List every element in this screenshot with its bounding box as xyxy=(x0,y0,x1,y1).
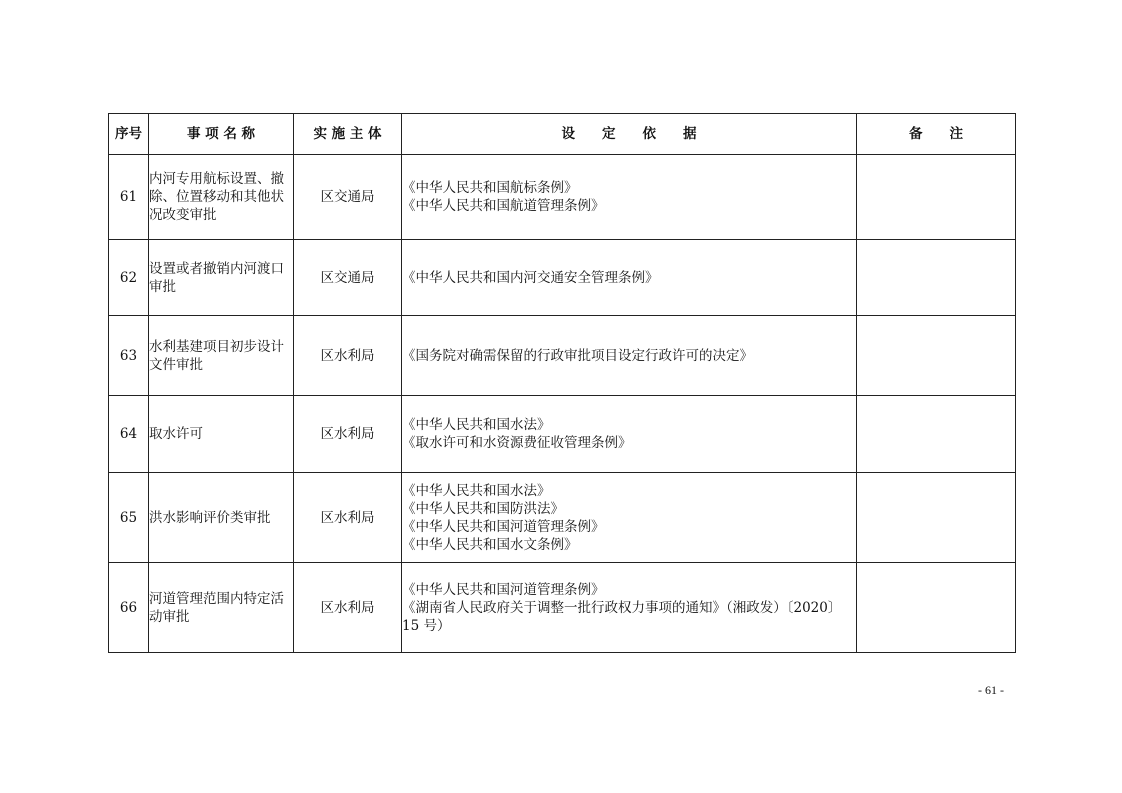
table-row xyxy=(109,396,1016,473)
basis-line: 《中华人民共和国航道管理条例》 xyxy=(402,198,605,214)
row-legal-basis xyxy=(402,240,857,316)
basis-line: 《中华人民共和国河道管理条例》 xyxy=(402,581,605,598)
row-implementing-body: 区水利局 xyxy=(294,563,402,653)
row-num: 65 xyxy=(109,473,149,563)
row-implementing-body: 区水利局 xyxy=(294,473,402,563)
table-row xyxy=(109,316,1016,396)
basis-line: 《中华人民共和国水法》 xyxy=(402,482,551,499)
row-num: 64 xyxy=(109,396,149,473)
table-header-row xyxy=(109,114,1016,155)
header-item-name: 事 项 名 称 xyxy=(149,114,294,155)
basis-line: 《中华人民共和国防洪法》 xyxy=(402,500,564,517)
row-remark xyxy=(857,473,1016,563)
row-item-name: 取水许可 xyxy=(149,396,294,473)
row-remark xyxy=(857,396,1016,473)
row-remark xyxy=(857,240,1016,316)
row-remark xyxy=(857,563,1016,653)
row-legal-basis xyxy=(402,316,857,396)
basis-line: 《取水许可和水资源费征收管理条例》 xyxy=(402,435,632,451)
header-legal-basis: 设 定 依 据 xyxy=(402,114,857,155)
row-legal-basis xyxy=(402,396,857,473)
row-item-name: 内河专用航标设置、撤除、位置移动和其他状况改变审批 xyxy=(149,155,294,240)
row-legal-basis xyxy=(402,473,857,563)
row-num: 63 xyxy=(109,316,149,396)
basis-line: 《中华人民共和国水法》 xyxy=(402,417,551,433)
basis-line: 15 号） xyxy=(402,617,451,634)
row-num: 66 xyxy=(109,563,149,653)
row-legal-basis xyxy=(402,155,857,240)
table-row xyxy=(109,155,1016,240)
approval-items-table xyxy=(108,113,1016,653)
page-number: - 61 - xyxy=(978,683,1004,697)
row-implementing-body: 区交通局 xyxy=(294,155,402,240)
row-item-name: 水利基建项目初步设计文件审批 xyxy=(149,316,294,396)
row-num: 62 xyxy=(109,240,149,316)
row-implementing-body: 区交通局 xyxy=(294,240,402,316)
header-implementing-body: 实 施 主 体 xyxy=(294,114,402,155)
table-row xyxy=(109,240,1016,316)
table-row xyxy=(109,563,1016,653)
header-num: 序号 xyxy=(109,114,149,155)
basis-line: 《中华人民共和国内河交通安全管理条例》 xyxy=(402,269,659,286)
row-implementing-body: 区水利局 xyxy=(294,396,402,473)
row-item-name: 洪水影响评价类审批 xyxy=(149,473,294,563)
row-legal-basis xyxy=(402,563,857,653)
table-row xyxy=(109,473,1016,563)
row-num: 61 xyxy=(109,155,149,240)
row-remark xyxy=(857,155,1016,240)
basis-line: 《国务院对确需保留的行政审批项目设定行政许可的决定》 xyxy=(402,347,753,364)
basis-line: 《中华人民共和国河道管理条例》 xyxy=(402,518,605,535)
row-remark xyxy=(857,316,1016,396)
basis-line: 《湖南省人民政府关于调整一批行政权力事项的通知》（湘政发）〔2020〕 xyxy=(402,599,842,616)
basis-line: 《中华人民共和国航标条例》 xyxy=(402,180,578,196)
row-implementing-body: 区水利局 xyxy=(294,316,402,396)
header-remark: 备 注 xyxy=(857,114,1016,155)
row-item-name: 河道管理范围内特定活动审批 xyxy=(149,563,294,653)
basis-line: 《中华人民共和国水文条例》 xyxy=(402,536,578,553)
row-item-name: 设置或者撤销内河渡口审批 xyxy=(149,240,294,316)
